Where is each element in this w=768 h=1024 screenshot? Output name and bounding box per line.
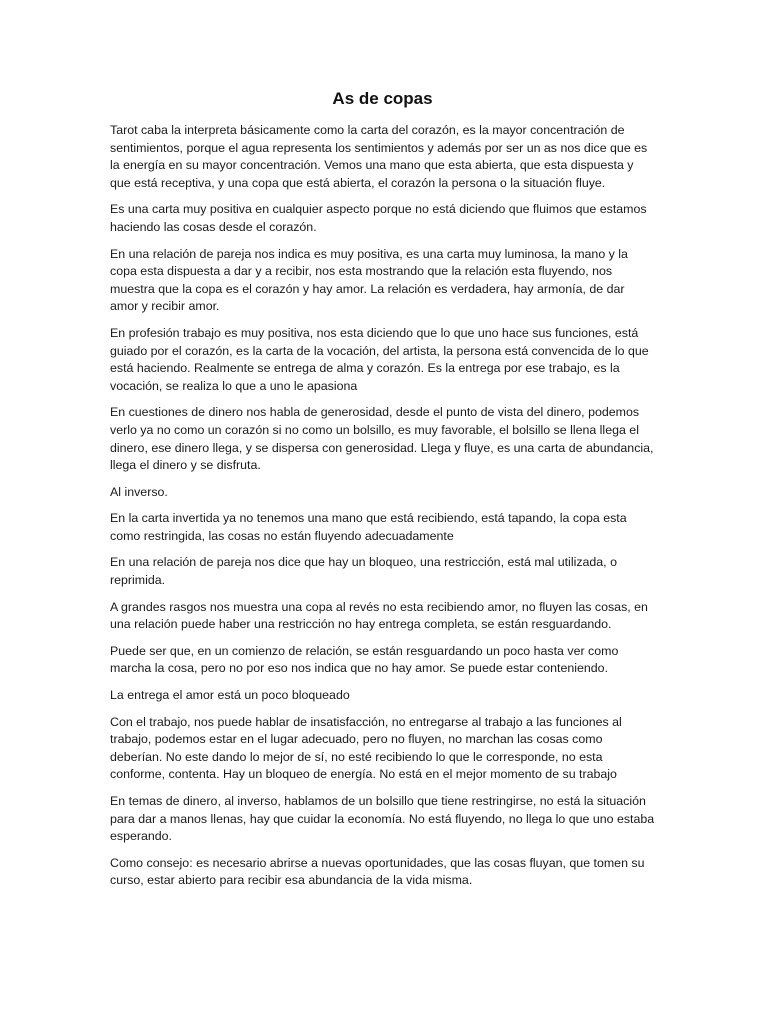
paragraph-advice: Como consejo: es necesario abrirse a nuevas oportunidades, que las cosas fluyan, que tomen su curso, estar abierto para recibir esa abundancia de la vida misma. <box>110 855 645 888</box>
paragraph-money: En cuestiones de dinero nos habla de generosidad, desde el punto de vista del dinero, podemos verlo ya no como un corazón si no como un bolsillo, es muy favorable, el bolsillo se llena llega el dinero, ese dinero llega, y se dispersa con generosidad. Llega y fluye, es una carta de abundancia, llega el dinero y se disfruta. <box>110 405 654 473</box>
document-title: As de copas <box>332 89 433 108</box>
paragraph-work: En profesión trabajo es muy positiva, nos esta diciendo que lo que uno hace sus funciones, está guiado por el corazón, es la carta de la vocación, del artista, la persona está convencida de lo que está haciendo. Realmente se entrega de alma y corazón. Es la entrega por ese trabajo, es la vocación, se realiza lo que a uno le apasiona <box>110 325 649 393</box>
paragraph-reversed-summary: A grandes rasgos nos muestra una copa al revés no esta recibiendo amor, no fluyen las cosas, en una relación puede haber una restricción no hay entrega completa, se están resguardando. <box>110 599 648 632</box>
paragraph-reversed-money: En temas de dinero, al inverso, hablamos de un bolsillo que tiene restringirse, no está la situación para dar a manos llenas, hay que cuidar la economía. No está fluyendo, no llega lo que uno estaba esperando. <box>110 794 655 844</box>
paragraph-reversed-heading: Al inverso. <box>110 484 168 499</box>
paragraph-reversed-love: En una relación de pareja nos dice que hay un bloqueo, una restricción, está mal utilizada, o reprimida. <box>110 555 617 588</box>
paragraph-reversed-beginning: Puede ser que, en un comienzo de relación, se están resguardando un poco hasta ver como marcha la cosa, pero no por eso nos indica que no hay amor. Se puede estar conteniendo. <box>110 643 619 676</box>
paragraph-reversed-work: Con el trabajo, nos puede hablar de insatisfacción, no entregarse al trabajo a las funciones al trabajo, podemos estar en el lugar adecuado, pero no fluyen, no marchan las cosas como deberían. No este dando lo mejor de sí, no esté recibiendo lo que le corresponde, no esta conforme, contenta. Hay un bloqueo de energía. No está en el mejor momento de su trabajo <box>110 714 622 782</box>
paragraph-reversed-blocked: La entrega el amor está un poco bloqueado <box>110 688 350 703</box>
document-page <box>110 88 655 899</box>
paragraph-reversed-card: En la carta invertida ya no tenemos una mano que está recibiendo, está tapando, la copa esta como restringida, las cosas no están fluyendo adecuadamente <box>110 511 627 543</box>
paragraph-intro: Tarot caba la interpreta básicamente como la carta del corazón, es la mayor concentración de sentimientos, porque el agua representa los sentimientos y además por ser un as nos dice que es la energía en su mayor concentración. Vemos una mano que esta abierta, que esta dispuesta y que está receptiva, y una copa que está abierta, el corazón la persona o la situación fluye. <box>110 123 648 190</box>
paragraph-positive: Es una carta muy positiva en cualquier aspecto porque no está diciendo que fluimos que estamos haciendo las cosas desde el corazón. <box>110 202 647 234</box>
paragraph-love: En una relación de pareja nos indica es muy positiva, es una carta muy luminosa, la mano y la copa esta dispuesta a dar y a recibir, nos esta mostrando que la relación esta fluyendo, nos muestra que la copa es el corazón y hay amor. La relación es verdadera, hay armonía, de dar amor y recibir amor. <box>110 246 628 314</box>
